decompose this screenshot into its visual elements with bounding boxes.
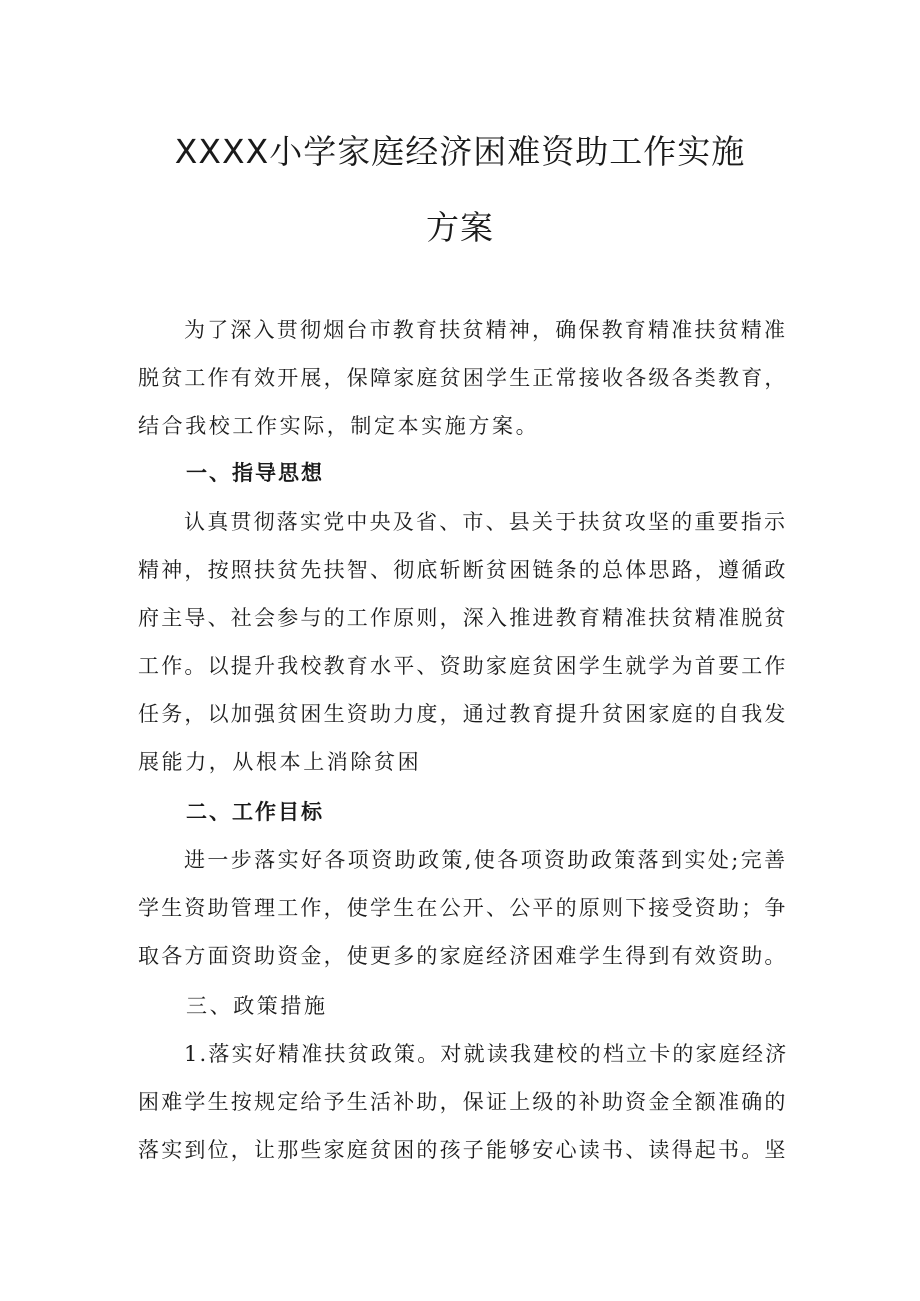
section3-line: 困难学生按规定给予生活补助，保证上级的补助资金全额准确的	[138, 1090, 788, 1114]
section1-line: 府主导、社会参与的工作原则，深入推进教育精准扶贫精准脱贫	[138, 606, 788, 630]
section2-line: 学生资助管理工作，使学生在公开、公平的原则下接受资助；争	[138, 896, 788, 920]
intro-line: 为了深入贯彻烟台市教育扶贫精神，确保教育精准扶贫精准	[184, 318, 788, 342]
section2-line: 取各方面资助资金，使更多的家庭经济困难学生得到有效资助。	[138, 944, 788, 968]
section2-line: 进一步落实好各项资助政策,使各项资助政策落到实处;完善	[184, 848, 788, 872]
section1-line: 展能力，从根本上消除贫困	[138, 750, 422, 774]
section2-paragraph	[138, 836, 788, 980]
section1-line: 认真贯彻落实党中央及省、市、县关于扶贫攻坚的重要指示	[184, 510, 788, 534]
section3-paragraph	[138, 1030, 788, 1174]
section-heading-guiding-ideology: 一、指导思想	[186, 461, 324, 485]
section3-line: 1.落实好精准扶贫政策。对就读我建校的档立卡的家庭经济	[184, 1042, 789, 1066]
section1-paragraph	[138, 498, 788, 786]
intro-line: 结合我校工作实际，制定本实施方案。	[138, 414, 540, 438]
section-heading-policy-measures: 三、政策措施	[186, 994, 328, 1018]
section1-line: 工作。以提升我校教育水平、资助家庭贫困学生就学为首要工作	[138, 654, 788, 678]
document-title-line-2: 方案	[426, 208, 494, 247]
intro-paragraph	[138, 306, 788, 450]
document-title-line-1: XXXX小学家庭经济困难资助工作实施	[174, 132, 746, 171]
section3-line: 落实到位，让那些家庭贫困的孩子能够安心读书、读得起书。坚	[138, 1138, 788, 1162]
intro-line: 脱贫工作有效开展，保障家庭贫困学生正常接收各级各类教育，	[138, 366, 788, 390]
section1-line: 精神，按照扶贫先扶智、彻底斩断贫困链条的总体思路，遵循政	[138, 558, 788, 582]
section-heading-work-goals: 二、工作目标	[186, 800, 324, 824]
section1-line: 任务，以加强贫困生资助力度，通过教育提升贫困家庭的自我发	[138, 702, 788, 726]
